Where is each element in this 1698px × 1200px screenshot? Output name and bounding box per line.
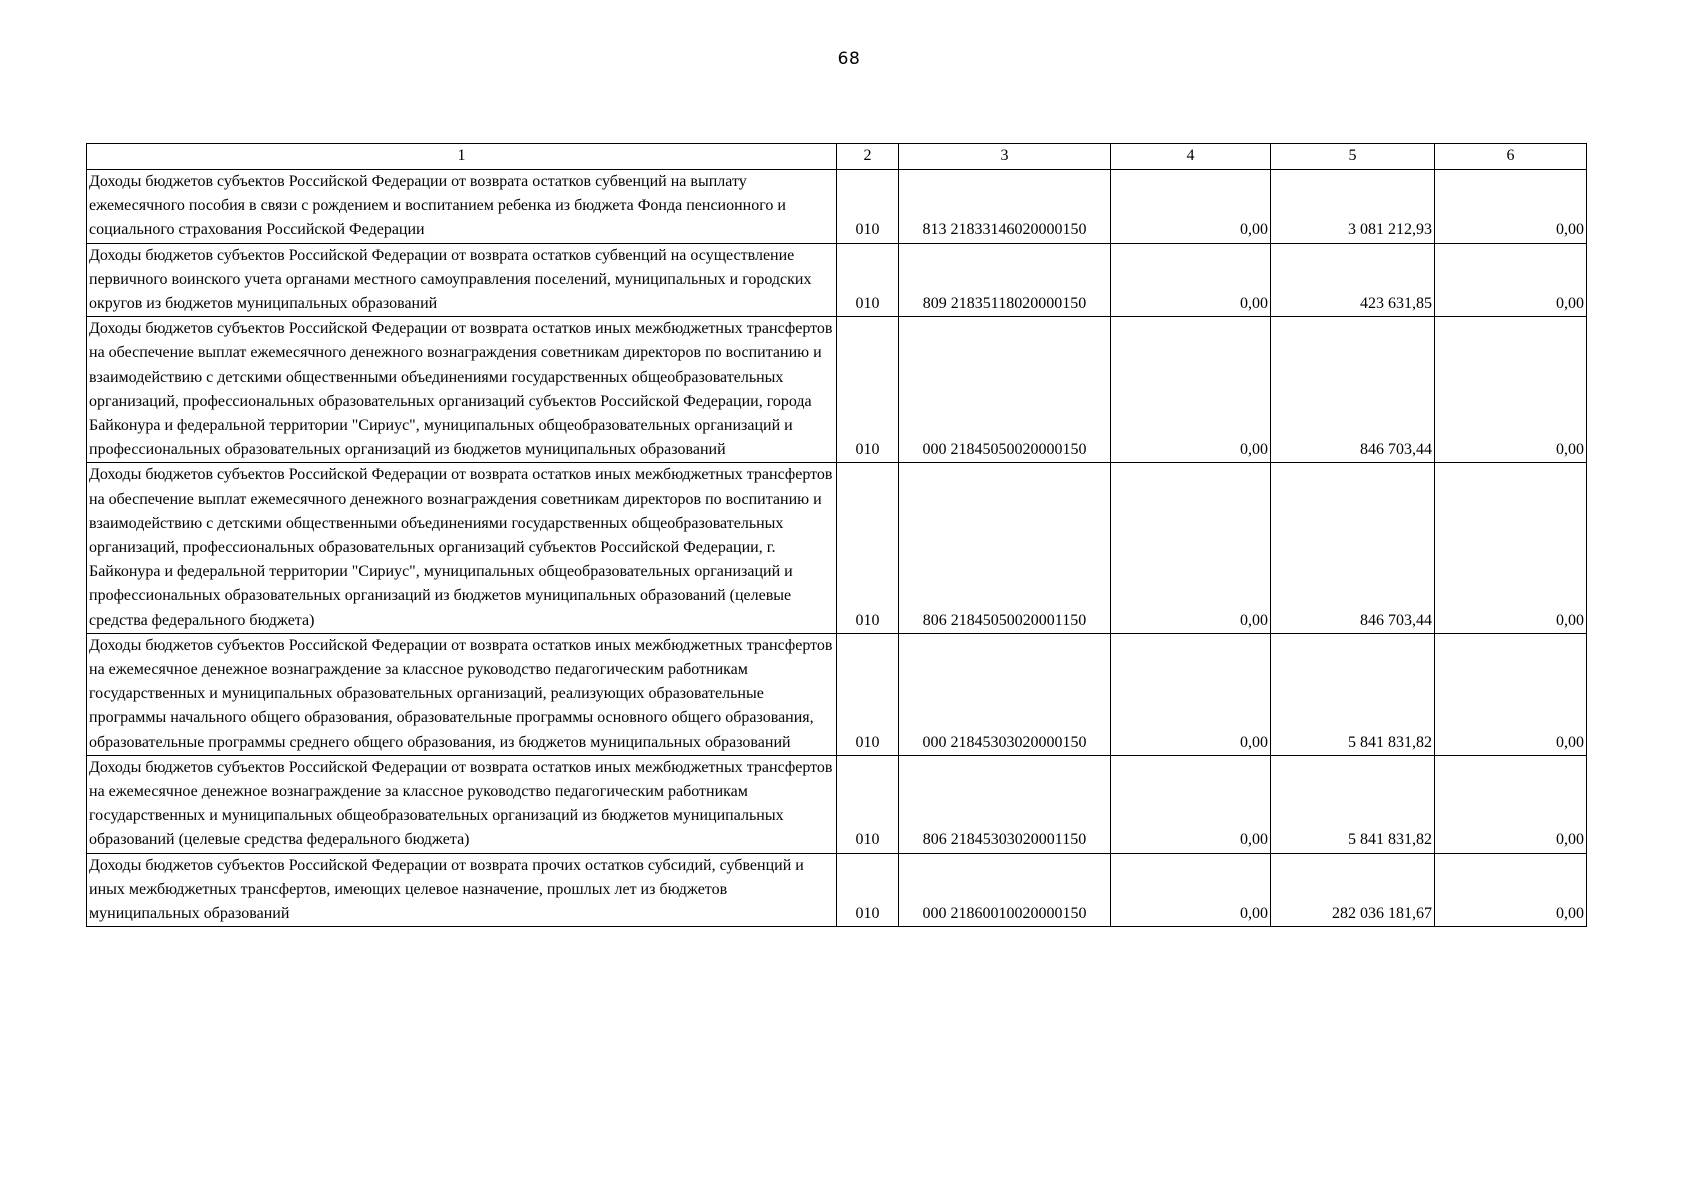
row-line-code: 010: [837, 853, 899, 927]
row-name: Доходы бюджетов субъектов Российской Федерации от возврата остатков иных межбюджетных трансфертов на ежемесячное денежное вознаграждение за классное руководство педагогическим работникам государственных и муниципальных образовательных организаций, реализующих образовательные программы начального общего образования, образовательные программы основного общего образования, образовательные программы среднего общего образования, из бюджетов муниципальных образований: [87, 633, 837, 755]
budget-table: [86, 143, 1587, 927]
row-value-col4: 0,00: [1111, 853, 1271, 927]
row-value-col5: 5 841 831,82: [1271, 755, 1435, 853]
row-value-col5: 846 703,44: [1271, 463, 1435, 633]
table-row: [87, 317, 1587, 463]
row-value-col5: 423 631,85: [1271, 243, 1435, 317]
row-classification-code: 806 21845050020001150: [899, 463, 1111, 633]
row-value-col6: 0,00: [1435, 243, 1587, 317]
row-value-col5: 5 841 831,82: [1271, 633, 1435, 755]
column-header-4: 4: [1111, 144, 1271, 170]
row-classification-code: 806 21845303020001150: [899, 755, 1111, 853]
row-value-col6: 0,00: [1435, 755, 1587, 853]
column-header-2: 2: [837, 144, 899, 170]
row-value-col6: 0,00: [1435, 170, 1587, 244]
row-name: Доходы бюджетов субъектов Российской Федерации от возврата остатков иных межбюджетных трансфертов на обеспечение выплат ежемесячного денежного вознаграждения советникам директоров по воспитанию и взаимодействию с детскими общественными объединениями государственных общеобразовательных организаций, профессиональных образовательных организаций субъектов Российской Федерации, г. Байконура и федеральной территории "Сириус", муниципальных общеобразовательных организаций и профессиональных образовательных организаций из бюджетов муниципальных образований (целевые средства федерального бюджета): [87, 463, 837, 633]
row-classification-code: 813 21833146020000150: [899, 170, 1111, 244]
row-line-code: 010: [837, 755, 899, 853]
row-classification-code: 000 21845050020000150: [899, 317, 1111, 463]
row-name: Доходы бюджетов субъектов Российской Федерации от возврата остатков субвенций на осуществление первичного воинского учета органами местного самоуправления поселений, муниципальных и городских округов из бюджетов муниципальных образований: [87, 243, 837, 317]
column-header-6: 6: [1435, 144, 1587, 170]
row-line-code: 010: [837, 633, 899, 755]
column-header-3: 3: [899, 144, 1111, 170]
row-value-col4: 0,00: [1111, 170, 1271, 244]
row-value-col5: 282 036 181,67: [1271, 853, 1435, 927]
row-name: Доходы бюджетов субъектов Российской Федерации от возврата прочих остатков субсидий, субвенций и иных межбюджетных трансфертов, имеющих целевое назначение, прошлых лет из бюджетов муниципальных образований: [87, 853, 837, 927]
row-line-code: 010: [837, 170, 899, 244]
row-value-col6: 0,00: [1435, 317, 1587, 463]
row-value-col4: 0,00: [1111, 317, 1271, 463]
row-name: Доходы бюджетов субъектов Российской Федерации от возврата остатков иных межбюджетных трансфертов на ежемесячное денежное вознаграждение за классное руководство педагогическим работникам государственных и муниципальных общеобразовательных организаций из бюджетов муниципальных образований (целевые средства федерального бюджета): [87, 755, 837, 853]
row-value-col6: 0,00: [1435, 463, 1587, 633]
row-classification-code: 000 21860010020000150: [899, 853, 1111, 927]
column-header-5: 5: [1271, 144, 1435, 170]
page-number: 68: [837, 49, 861, 69]
column-header-1: 1: [87, 144, 837, 170]
row-classification-code: 809 21835118020000150: [899, 243, 1111, 317]
row-value-col6: 0,00: [1435, 853, 1587, 927]
row-value-col4: 0,00: [1111, 463, 1271, 633]
row-classification-code: 000 21845303020000150: [899, 633, 1111, 755]
row-line-code: 010: [837, 243, 899, 317]
row-value-col6: 0,00: [1435, 633, 1587, 755]
row-value-col4: 0,00: [1111, 243, 1271, 317]
table-row: [87, 243, 1587, 317]
header-row: [87, 144, 1587, 170]
row-name: Доходы бюджетов субъектов Российской Федерации от возврата остатков субвенций на выплату ежемесячного пособия в связи с рождением и воспитанием ребенка из бюджета Фонда пенсионного и социального страхования Российской Федерации: [87, 170, 837, 244]
row-line-code: 010: [837, 317, 899, 463]
row-line-code: 010: [837, 463, 899, 633]
row-value-col4: 0,00: [1111, 633, 1271, 755]
table-row: [87, 463, 1587, 633]
table-row: [87, 755, 1587, 853]
row-value-col4: 0,00: [1111, 755, 1271, 853]
row-name: Доходы бюджетов субъектов Российской Федерации от возврата остатков иных межбюджетных трансфертов на обеспечение выплат ежемесячного денежного вознаграждения советникам директоров по воспитанию и взаимодействию с детскими общественными объединениями государственных общеобразовательных организаций, профессиональных образовательных организаций субъектов Российской Федерации, города Байконура и федеральной территории "Сириус", муниципальных общеобразовательных организаций и профессиональных образовательных организаций из бюджетов муниципальных образований: [87, 317, 837, 463]
row-value-col5: 846 703,44: [1271, 317, 1435, 463]
table-row: [87, 853, 1587, 927]
table-row: [87, 633, 1587, 755]
row-value-col5: 3 081 212,93: [1271, 170, 1435, 244]
table-row: [87, 170, 1587, 244]
